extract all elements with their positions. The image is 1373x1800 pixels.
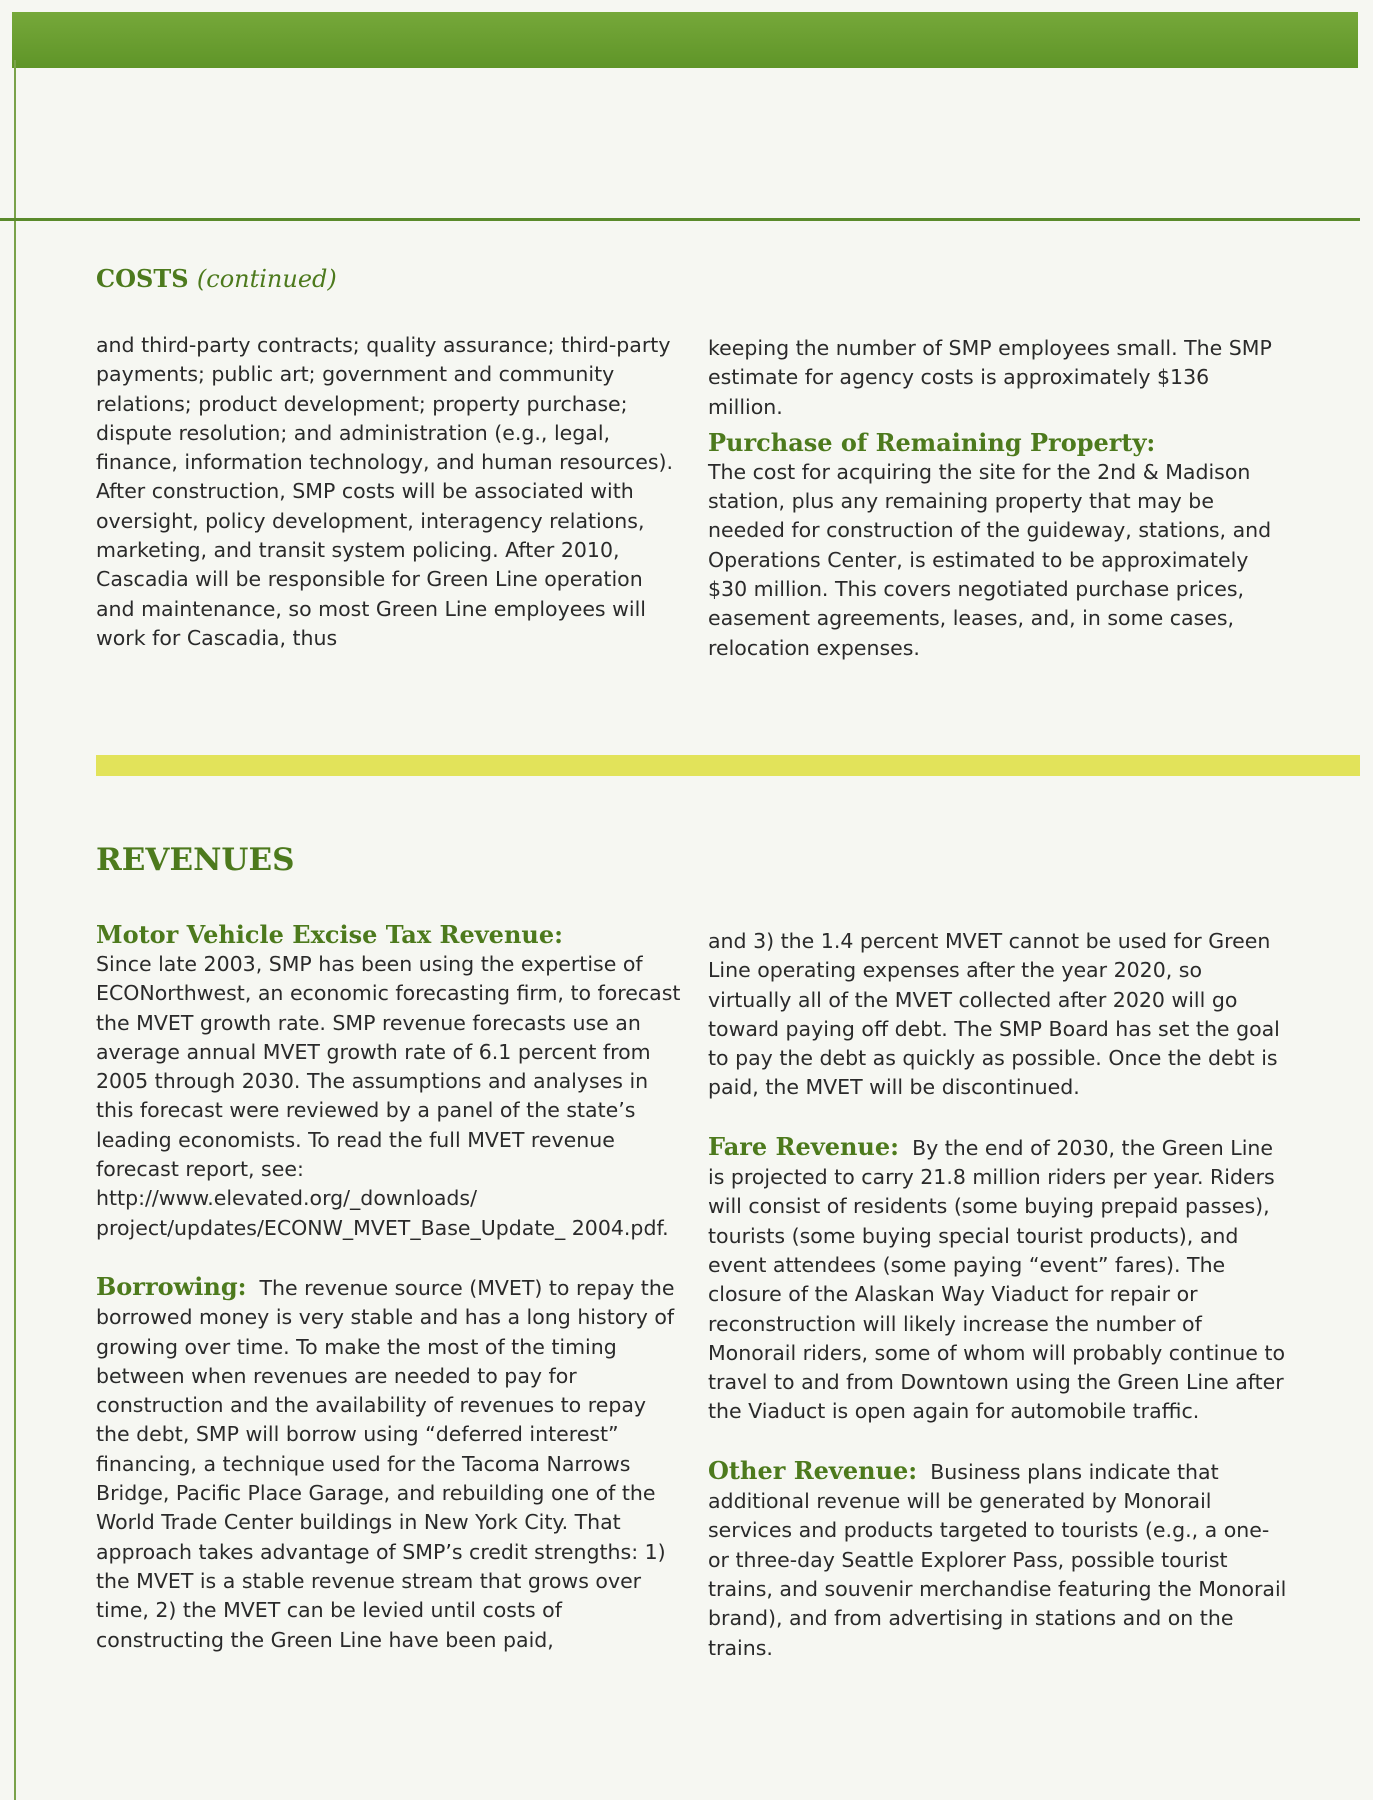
borrowing-paragraph	[96, 1272, 686, 1655]
borrowing-text: The revenue source (MVET) to repay the borrowed money is very stable and has a long history of growing over time. To make the most of the timing between when revenues are needed to pay for construction and the availability of revenues to repay the debt, SMP will borrow using “deferred interest” financing, a technique used for the Tacoma Narrows Bridge, Pacific Place Garage, and rebuilding one of the World Trade Center buildings in New York City. That approach takes advantage of SMP’s credit strengths: 1) the MVET is a stable revenue stream that grows over time, 2) the MVET can be levied until costs of constructing the Green Line have been paid,	[96, 1275, 675, 1652]
revenues-right-column	[708, 927, 1288, 1663]
borrowing-continued-text: and 3) the 1.4 percent MVET cannot be used for Green Line operating expenses after the year 2020, so virtually all of the MVET collected after 2020 will go toward paying off debt. The SMP Board has set the goal to pay the debt as quickly as possible. Once the debt is paid, the MVET will be discontinued.	[708, 929, 1280, 1100]
costs-left-column	[96, 331, 684, 653]
left-margin-rule	[14, 60, 16, 1800]
costs-left-text: and third-party contracts; quality assurance; third-party payments; public art; government and community relations; product development; property purchase; dispute resolution; and administration (e.g., legal, finance, information technology, and human resources). After construction, SMP costs will be associated with oversight, policy development, interagency relations, marketing, and transit system policing. After 2010, Cascadia will be responsible for Green Line operation and maintenance, so most Green Line employees will work for Cascadia, thus	[96, 333, 674, 650]
top-green-band	[12, 12, 1358, 68]
costs-heading-title: COSTS	[96, 264, 189, 293]
costs-heading-suffix: (continued)	[196, 265, 337, 293]
mvet-heading: Motor Vehicle Excise Tax Revenue:	[96, 920, 563, 949]
other-heading: Other Revenue:	[708, 1455, 918, 1485]
mvet-text: Since late 2003, SMP has been using the expertise of ECONorthwest, an economic forecasting firm, to forecast the MVET growth rate. SMP revenue forecasts use an average annual MVET growth rate of 6.1 percent from 2005 through 2030. The assumptions and analyses in this forecast were reviewed by a panel of the state’s leading economists. To read the full MVET revenue forecast report, see: http://www.elevated.org/_downloads/ project/updates/ECONW_MVET_Base_Update_ 2004.pdf.	[96, 952, 681, 1240]
property-text: The cost for acquiring the site for the 2nd & Madison station, plus any remaining property that may be needed for construction of the guideway, stations, and Operations Center, is estimated to be approximately $30 million. This covers negotiated purchase prices, easement agreements, leases, and, in some cases, relocation expenses.	[708, 459, 1272, 660]
borrowing-heading: Borrowing:	[96, 1271, 247, 1301]
header-divider-rule	[0, 218, 1360, 221]
other-text: Business plans indicate that additional revenue will be generated by Monorail services and products targeted to tourists (e.g., a one- or three-day Seattle Explorer Pass, possible tourist trains, and souvenir merchandise featuring the Monorail brand), and from advertising in stations and on the trains.	[708, 1459, 1287, 1660]
section-highlight-band	[96, 755, 1360, 776]
fare-heading: Fare Revenue:	[708, 1131, 900, 1161]
revenues-left-column	[96, 920, 686, 1655]
fare-paragraph	[708, 1132, 1288, 1427]
property-heading: Purchase of Remaining Property:	[708, 427, 1156, 457]
costs-right-text: keeping the number of SMP employees small. The SMP estimate for agency costs is approximately $136 million.	[708, 336, 1272, 419]
costs-heading	[96, 264, 337, 293]
costs-right-column	[708, 334, 1288, 663]
fare-text: By the end of 2030, the Green Line is projected to carry 21.8 million riders per year. Riders will consist of residents (some buying prepaid passes), tourists (some buying special tourist products), and event attendees (some paying “event” fares). The closure of the Alaskan Way Viaduct for repair or reconstruction will likely increase the number of Monorail riders, some of whom will probably continue to travel to and from Downtown using the Green Line after the Viaduct is open again for automobile traffic.	[708, 1135, 1286, 1424]
other-paragraph	[708, 1456, 1288, 1663]
revenues-heading: REVENUES	[96, 842, 295, 878]
